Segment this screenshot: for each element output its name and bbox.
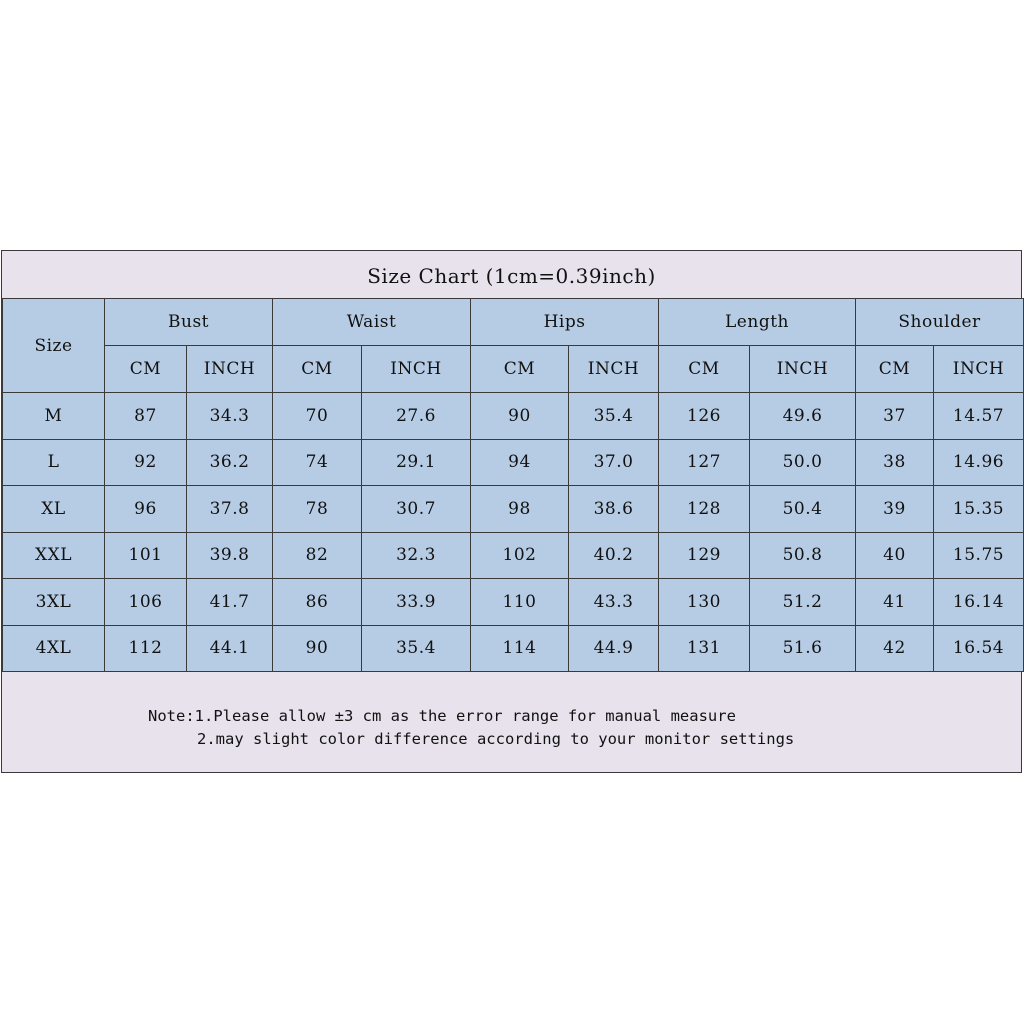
measurement-cell: 33.9 bbox=[362, 579, 471, 626]
table-row bbox=[3, 439, 1024, 486]
measurement-cell: 127 bbox=[659, 439, 750, 486]
size-label-cell: 3XL bbox=[3, 579, 105, 626]
measurement-cell: 39.8 bbox=[187, 532, 273, 579]
bust-header: Bust bbox=[105, 299, 273, 346]
measurement-cell: 128 bbox=[659, 486, 750, 533]
measurement-cell: 44.1 bbox=[187, 625, 273, 672]
size-chart bbox=[1, 250, 1022, 773]
unit-header: INCH bbox=[934, 346, 1024, 393]
measurement-cell: 36.2 bbox=[187, 439, 273, 486]
waist-header: Waist bbox=[273, 299, 471, 346]
measurement-cell: 82 bbox=[273, 532, 362, 579]
measurement-cell: 16.14 bbox=[934, 579, 1024, 626]
measurement-cell: 37.0 bbox=[569, 439, 659, 486]
measurement-cell: 102 bbox=[471, 532, 569, 579]
measurement-cell: 126 bbox=[659, 393, 750, 440]
measurement-cell: 78 bbox=[273, 486, 362, 533]
hips-header: Hips bbox=[471, 299, 659, 346]
unit-header: INCH bbox=[750, 346, 856, 393]
size-label-cell: XL bbox=[3, 486, 105, 533]
measurement-cell: 35.4 bbox=[362, 625, 471, 672]
unit-header: INCH bbox=[187, 346, 273, 393]
measurement-cell: 114 bbox=[471, 625, 569, 672]
unit-header: CM bbox=[659, 346, 750, 393]
measurement-cell: 87 bbox=[105, 393, 187, 440]
measurement-cell: 51.2 bbox=[750, 579, 856, 626]
group-header-row bbox=[3, 299, 1024, 346]
measurement-cell: 130 bbox=[659, 579, 750, 626]
measurement-cell: 37.8 bbox=[187, 486, 273, 533]
measurement-cell: 41.7 bbox=[187, 579, 273, 626]
chart-title: Size Chart (1cm=0.39inch) bbox=[367, 264, 656, 288]
measurement-cell: 14.96 bbox=[934, 439, 1024, 486]
table-row bbox=[3, 579, 1024, 626]
measurement-cell: 34.3 bbox=[187, 393, 273, 440]
unit-header: CM bbox=[105, 346, 187, 393]
measurement-cell: 101 bbox=[105, 532, 187, 579]
measurement-cell: 50.4 bbox=[750, 486, 856, 533]
measurement-cell: 51.6 bbox=[750, 625, 856, 672]
measurement-cell: 42 bbox=[856, 625, 934, 672]
measurement-cell: 32.3 bbox=[362, 532, 471, 579]
measurement-cell: 92 bbox=[105, 439, 187, 486]
table-row bbox=[3, 486, 1024, 533]
size-table bbox=[2, 298, 1024, 672]
measurement-cell: 15.75 bbox=[934, 532, 1024, 579]
size-label-cell: L bbox=[3, 439, 105, 486]
measurement-cell: 86 bbox=[273, 579, 362, 626]
note-line: Note:1.Please allow ±3 cm as the error range for manual measure bbox=[148, 707, 736, 725]
measurement-cell: 50.8 bbox=[750, 532, 856, 579]
measurement-cell: 40.2 bbox=[569, 532, 659, 579]
measurement-cell: 131 bbox=[659, 625, 750, 672]
measurement-cell: 40 bbox=[856, 532, 934, 579]
size-label-cell: XXL bbox=[3, 532, 105, 579]
table-row bbox=[3, 532, 1024, 579]
measurement-cell: 110 bbox=[471, 579, 569, 626]
measurement-cell: 16.54 bbox=[934, 625, 1024, 672]
size-column-header: Size bbox=[3, 299, 105, 393]
unit-header: INCH bbox=[569, 346, 659, 393]
measurement-cell: 96 bbox=[105, 486, 187, 533]
measurement-cell: 44.9 bbox=[569, 625, 659, 672]
measurement-cell: 129 bbox=[659, 532, 750, 579]
length-header: Length bbox=[659, 299, 856, 346]
table-row bbox=[3, 625, 1024, 672]
measurement-cell: 27.6 bbox=[362, 393, 471, 440]
measurement-cell: 37 bbox=[856, 393, 934, 440]
measurement-cell: 38 bbox=[856, 439, 934, 486]
unit-header: INCH bbox=[362, 346, 471, 393]
measurement-cell: 39 bbox=[856, 486, 934, 533]
unit-header: CM bbox=[273, 346, 362, 393]
measurement-cell: 98 bbox=[471, 486, 569, 533]
measurement-cell: 38.6 bbox=[569, 486, 659, 533]
measurement-cell: 74 bbox=[273, 439, 362, 486]
measurement-cell: 112 bbox=[105, 625, 187, 672]
unit-header: CM bbox=[856, 346, 934, 393]
size-label-cell: 4XL bbox=[3, 625, 105, 672]
measurement-cell: 15.35 bbox=[934, 486, 1024, 533]
measurement-cell: 43.3 bbox=[569, 579, 659, 626]
measurement-cell: 30.7 bbox=[362, 486, 471, 533]
unit-header: CM bbox=[471, 346, 569, 393]
shoulder-header: Shoulder bbox=[856, 299, 1024, 346]
measurement-cell: 94 bbox=[471, 439, 569, 486]
unit-header-row bbox=[3, 346, 1024, 393]
note-line: 2.may slight color difference according to your monitor settings bbox=[197, 730, 795, 748]
measurement-cell: 90 bbox=[273, 625, 362, 672]
measurement-cell: 41 bbox=[856, 579, 934, 626]
measurement-cell: 50.0 bbox=[750, 439, 856, 486]
size-label-cell: M bbox=[3, 393, 105, 440]
measurement-cell: 35.4 bbox=[569, 393, 659, 440]
measurement-cell: 14.57 bbox=[934, 393, 1024, 440]
measurement-cell: 106 bbox=[105, 579, 187, 626]
notes-section bbox=[2, 679, 1021, 772]
measurement-cell: 49.6 bbox=[750, 393, 856, 440]
table-row bbox=[3, 393, 1024, 440]
measurement-cell: 90 bbox=[471, 393, 569, 440]
measurement-cell: 29.1 bbox=[362, 439, 471, 486]
measurement-cell: 70 bbox=[273, 393, 362, 440]
